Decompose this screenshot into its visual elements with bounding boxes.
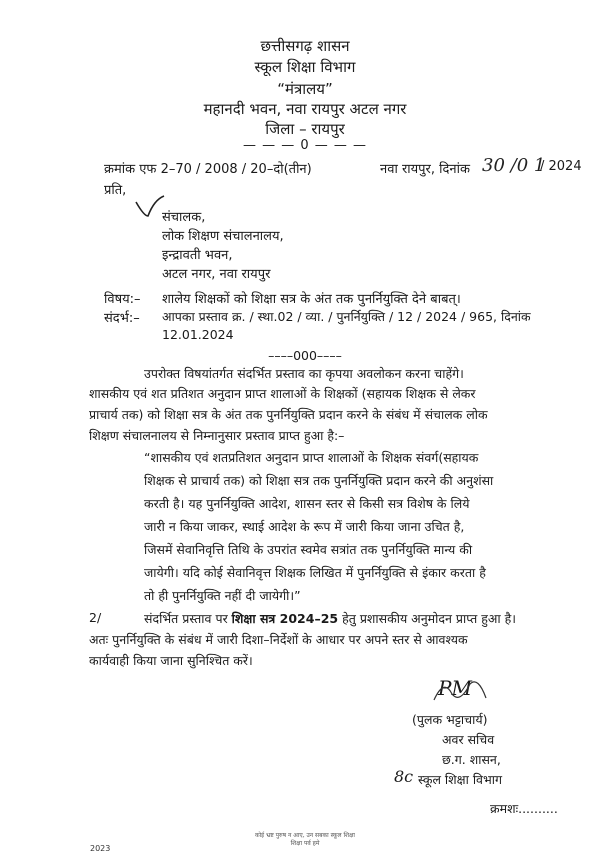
quote-line: जारी न किया जाकर, स्थाई आदेश के रूप में जारी किया जाना उचित है, — [144, 519, 465, 534]
para2-line1: संदर्भित प्रस्ताव पर शिक्षा सत्र 2024–25 हेतु प्रशासकीय अनुमोदन प्राप्त हुआ है। — [144, 611, 516, 626]
quote-line: जिसमें सेवानिवृत्ति तिथि के उपरांत स्वमेव सत्रांत तक पुनर्नियुक्ति मान्य की — [144, 542, 473, 557]
letter-number: क्रमांक एफ 2–70 / 2008 / 20–दो(तीन) — [104, 162, 312, 177]
signature-scribble — [430, 674, 490, 708]
session-highlight: शिक्षा सत्र 2024–25 — [231, 611, 339, 626]
para2-line2: अतः पुनर्नियुक्ति के संबंध में जारी दिशा–निर्देशों के आधार पर अपने स्तर से आवश्यक — [89, 632, 468, 647]
addressee-office: लोक शिक्षण संचालनालय, — [162, 229, 284, 244]
addressee-building: इन्द्रावती भवन, — [162, 248, 233, 263]
footer-small-print: कोई भ्रष्ट पुरुष न आए, उन सबका स्कूल शिक्षा — [254, 832, 355, 839]
para2-line3: कार्यवाही किया जाना सुनिश्चित करें। — [89, 653, 253, 668]
subject-label: विषय:– — [104, 292, 141, 307]
signatory-department: स्कूल शिक्षा विभाग — [418, 772, 503, 787]
subject-text: शालेय शिक्षकों को शिक्षा सत्र के अंत तक पुनर्नियुक्ति देने बाबत्। — [162, 292, 461, 307]
continued-label: क्रमशः.......... — [490, 801, 558, 816]
quote-line: जायेगी। यदि कोई सेवानिवृत्त शिक्षक लिखित में पुनर्नियुक्ति से इंकार करता है — [144, 565, 486, 580]
addressee-city: अटल नगर, नवा रायपुर — [162, 267, 271, 282]
quote-line: करती है। यह पुनर्नियुक्ति आदेश, शासन स्तर से किसी सत्र विशेष के लिये — [144, 496, 470, 511]
initial-mark: 8c — [394, 767, 414, 786]
prati-label: प्रति, — [104, 183, 127, 198]
footer-small-print-2: शिक्षा पर्व हमे — [290, 840, 320, 847]
reference-label: संदर्भ:– — [104, 311, 140, 326]
signatory-name: (पुलक भट्टाचार्य) — [412, 712, 488, 727]
department-name: स्कूल शिक्षा विभाग — [254, 58, 356, 76]
quote-line: शिक्षक से प्राचार्य तक) को शिक्षा सत्र तक पुनर्नियुक्ति प्रदान करने की अनुशंसा — [144, 473, 494, 488]
para1-line: शासकीय एवं शत प्रतिशत अनुदान प्राप्त शालाओं के शिक्षकों (सहायक शिक्षक से लेकर — [89, 386, 476, 401]
para1-line: प्राचार्य तक) को शिक्षा सत्र के अंत तक पुनर्नियुक्ति प्रदान करने के संबंध में संचालक लोक — [89, 407, 488, 422]
para1-line: शिक्षण संचालनालय से निम्नानुसार प्रस्ताव प्राप्त हुआ है:– — [89, 428, 345, 443]
handwritten-date: 30 /0 1 — [482, 155, 546, 176]
district: जिला – रायपुर — [265, 120, 345, 138]
building-address: महानदी भवन, नवा रायपुर अटल नगर — [203, 100, 407, 118]
place-date-label: नवा रायपुर, दिनांक — [380, 162, 470, 177]
govt-name: छत्तीसगढ़ शासन — [260, 37, 350, 55]
para1-line: उपरोक्त विषयांतर्गत संदर्भित प्रस्ताव का कृपया अवलोकन करना चाहेंगे। — [144, 366, 464, 381]
quote-line: “शासकीय एवं शतप्रतिशत अनुदान प्राप्त शालाओं के शिक्षक संवर्ग(सहायक — [144, 450, 479, 465]
header-separator: — — — 0 — — — — [242, 138, 368, 153]
para2-number: 2/ — [89, 610, 102, 625]
reference-date: 12.01.2024 — [162, 327, 234, 342]
date-year: / 2024 — [540, 159, 582, 174]
body-divider: ––––000–––– — [268, 348, 342, 363]
signatory-designation: अवर सचिव — [442, 732, 495, 747]
footer-year: 2023 — [90, 844, 111, 853]
office-name: “मंत्रालय” — [277, 80, 333, 98]
reference-text: आपका प्रस्ताव क्र. / स्था.02 / व्या. / पुनर्नियुक्ति / 12 / 2024 / 965, दिनांक — [162, 309, 531, 324]
signature-mark: PM — [438, 676, 472, 700]
addressee-title: संचालक, — [162, 210, 206, 225]
signatory-govt: छ.ग. शासन, — [442, 752, 501, 767]
quote-line: तो ही पुनर्नियुक्ति नहीं दी जायेगी।” — [144, 588, 301, 603]
